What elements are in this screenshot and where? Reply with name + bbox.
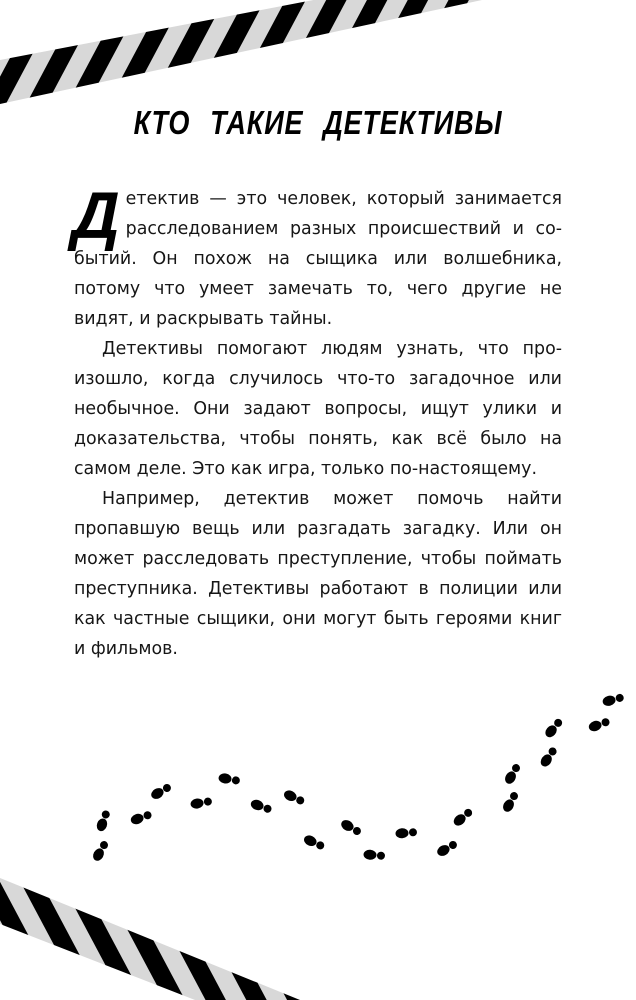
footprint-icon [282,788,306,806]
page-title: КТО ТАКИЕ ДЕТЕКТИВЫ [133,104,503,141]
footprint-icon [435,839,459,858]
paragraph-2: Детективы помогают людям узнать, что произошло, когда случилось что-то загадочное или необычное. Они задают вопросы, ищут улики и доказательства, чтобы понять, как всё было на самом деле. Это как игра, только по-настоящему. [74,339,562,479]
drop-cap: Д [72,178,120,252]
footprint-icon [339,818,363,837]
footprint-icon [395,827,417,839]
paragraph-1-text: етектив — это человек, который занимается расследованием разных происшествий и событий. Он похож на сыщика или волшебника, потому что умеет замечать то, чего другие не видят, и раскрывать тайны. [74,189,562,329]
footprint-icon [302,833,326,851]
footprint-icon [249,798,273,815]
footprint-icon [363,849,385,861]
footprint-icon [452,806,475,827]
paragraph-1 [72,178,562,334]
footprint-icon [190,796,213,810]
footprint-icon [538,745,559,768]
footprint-icon [149,782,173,801]
paragraph-3: Например, детектив может помочь найти пропавшую вещь или разгадать загадку. Или он может расследовать преступление, чтобы поймать преступника. Детективы работают в полиции или как частные сыщики, они могут быть героями книг и фильмов. [74,489,562,659]
footprint-icon [602,692,625,707]
footprint-icon [501,790,520,814]
footprint-icon [503,762,522,786]
footprint-icon [91,839,110,863]
footprint-icon [218,772,241,786]
article-body [72,178,562,664]
caution-tape-top [0,0,636,110]
footprint-icon [543,717,564,740]
footprint-icon [587,716,611,733]
footprint-icon [95,809,112,833]
footprint-icon [129,809,153,826]
